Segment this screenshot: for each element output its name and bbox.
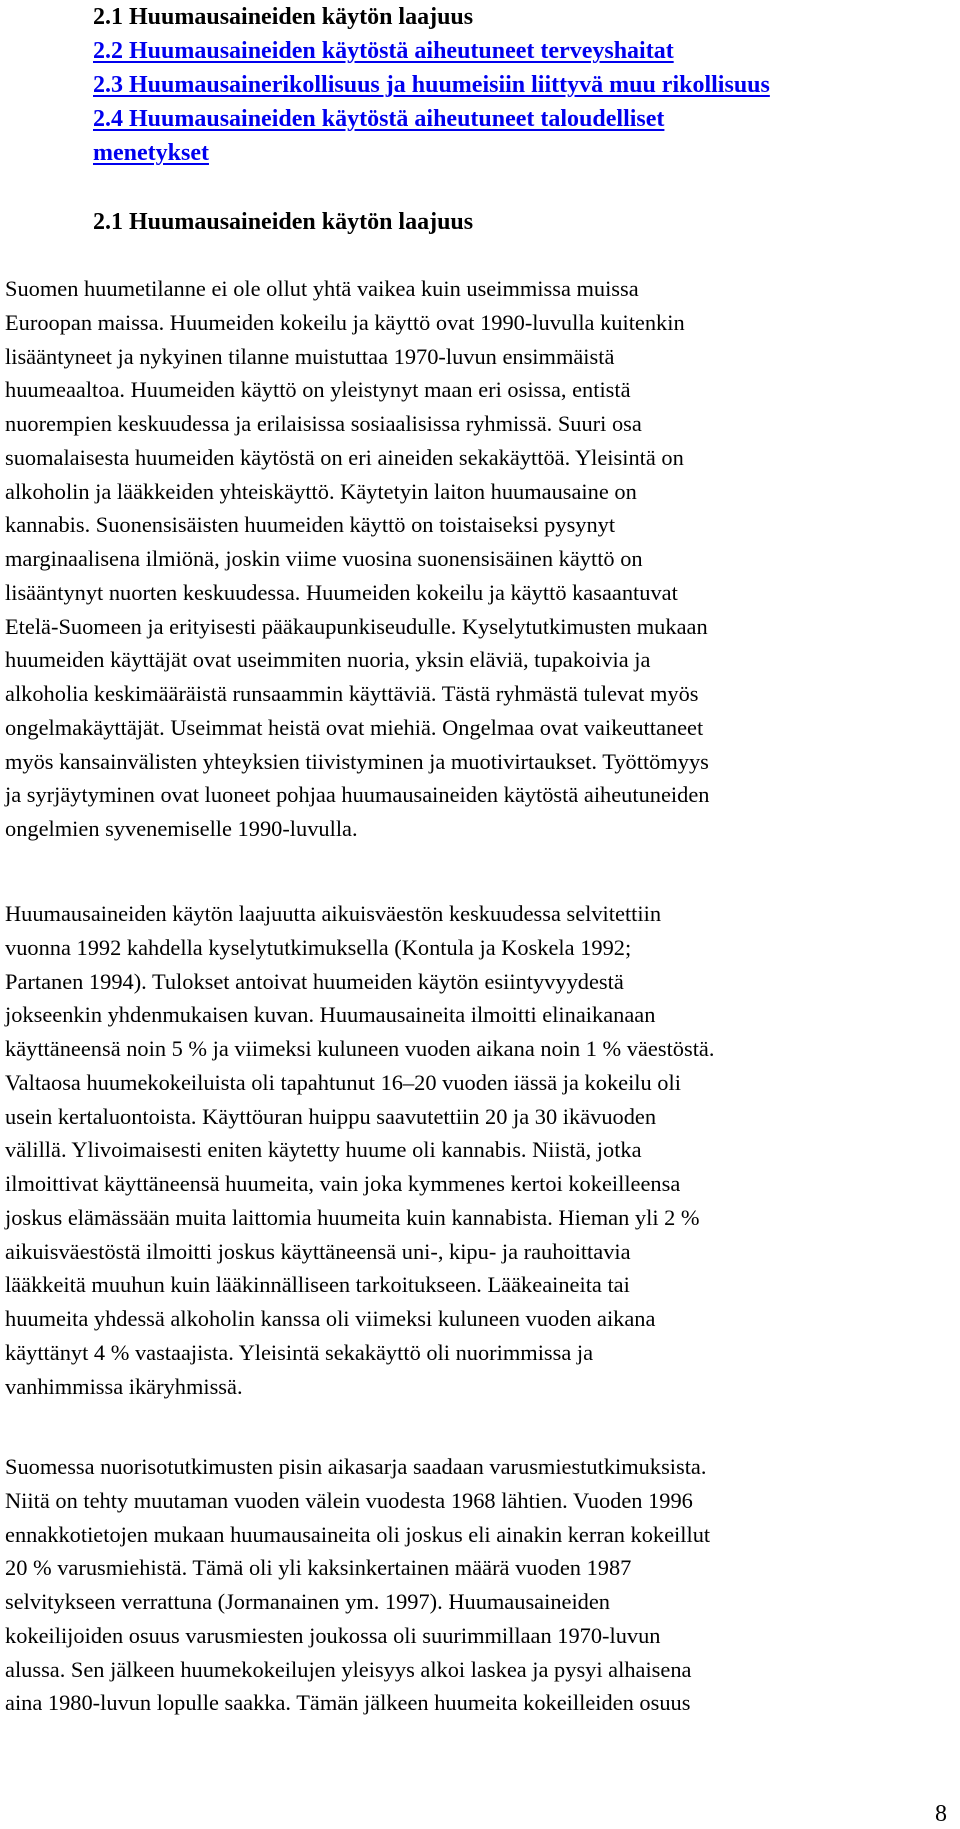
text-line: alkoholin ja lääkkeiden yhteiskäyttö. Käytetyin laiton huumausaine on xyxy=(5,478,637,504)
text-line: jokseenkin yhdenmukaisen kuvan. Huumausaineita ilmoitti elinaikanaan xyxy=(5,1002,656,1028)
text-line: suomalaisesta huumeiden käytöstä on eri aineiden sekakäyttöä. Yleisintä on xyxy=(5,444,684,470)
text-line: marginaalisena ilmiönä, joskin viime vuosina suonensisäinen käyttö on xyxy=(5,546,643,571)
text-line: Huumausaineiden käytön laajuutta aikuisväestön keskuudessa selvitettiin xyxy=(5,901,662,926)
text-line: ongelmien syvenemiselle 1990-luvulla. xyxy=(5,816,358,841)
text-line: joskus elämässään muita laittomia huumeita kuin kannabista. Hieman yli 2 % xyxy=(5,1204,700,1230)
toc-link-drug-crime[interactable]: 2.3 Huumausainerikollisuus ja huumeisiin liittyvä muu rikollisuus xyxy=(93,72,770,98)
text-line: Valtaosa huumekokeiluista oli tapahtunut 16–20 vuoden iässä ja kokeilu oli xyxy=(5,1069,681,1095)
body-paragraph-1 xyxy=(5,272,960,846)
text-line: vanhimmissa ikäryhmissä. xyxy=(5,1373,243,1399)
text-line: usein kertaluontoista. Käyttöuran huippu saavutettiin 20 ja 30 ikävuoden xyxy=(5,1103,657,1129)
text-line: huumeita yhdessä alkoholin kanssa oli viimeksi kuluneen vuoden aikana xyxy=(5,1306,656,1331)
text-line: myös kansainvälisten yhteyksien tiivistyminen ja muotivirtaukset. Työttömyys xyxy=(5,748,709,774)
text-line: käyttäneensä noin 5 % ja viimeksi kuluneen vuoden aikana noin 1 % väestöstä. xyxy=(5,1036,715,1061)
text-line: Etelä-Suomeen ja erityisesti pääkaupunkiseudulle. Kyselytutkimusten mukaan xyxy=(5,613,708,639)
text-line: lääkkeitä muuhun kuin lääkinnälliseen tarkoitukseen. Lääkeaineita tai xyxy=(5,1272,630,1298)
text-line: ongelmakäyttäjät. Useimmat heistä ovat miehiä. Ongelmaa ovat vaikeuttaneet xyxy=(5,714,704,740)
toc-item-current: 2.1 Huumausaineiden käytön laajuus xyxy=(93,4,474,30)
text-line: lisääntyneet ja nykyinen tilanne muistuttaa 1970-luvun ensimmäistä xyxy=(5,343,615,369)
text-line: kannabis. Suonensisäisten huumeiden käyttö on toistaiseksi pysynyt xyxy=(5,512,616,538)
text-line: ja syrjäytyminen ovat luoneet pohjaa huumausaineiden käytöstä aiheutuneiden xyxy=(5,782,710,808)
text-line: ennakkotietojen mukaan huumausaineita oli joskus eli ainakin kerran kokeillut xyxy=(5,1521,711,1547)
text-line: käyttänyt 4 % vastaajista. Yleisintä sekakäyttö oli nuorimmissa ja xyxy=(5,1339,594,1365)
text-line: huumeaaltoa. Huumeiden käyttö on yleistynyt maan eri osissa, entistä xyxy=(5,377,631,403)
text-line: huumeiden käyttäjät ovat useimmiten nuoria, yksin eläviä, tupakoivia ja xyxy=(5,647,651,673)
text-line: Partanen 1994). Tulokset antoivat huumeiden käytön esiintyvyydestä xyxy=(5,968,624,994)
text-line: aikuisväestöstä ilmoitti joskus käyttäneensä uni-, kipu- ja rauhoittavia xyxy=(5,1238,631,1264)
text-line: Niitä on tehty muutaman vuoden välein vuodesta 1968 lähtien. Vuoden 1996 xyxy=(5,1487,693,1513)
text-line: Euroopan maissa. Huumeiden kokeilu ja käyttö ovat 1990-luvulla kuitenkin xyxy=(5,309,685,335)
body-paragraph-2 xyxy=(5,897,960,1403)
text-line: nuorempien keskuudessa ja erilaisissa sosiaalisissa ryhmissä. Suuri osa xyxy=(5,411,642,436)
body-paragraph-3 xyxy=(5,1450,960,1720)
toc-link-health-hazards[interactable]: 2.2 Huumausaineiden käytöstä aiheutuneet terveyshaitat xyxy=(93,38,674,64)
text-line: lisääntynyt nuorten keskuudessa. Huumeiden kokeilu ja käyttö kasaantuvat xyxy=(5,579,678,605)
page-number: 8 xyxy=(935,1801,947,1827)
text-line: kokeilijoiden osuus varusmiesten joukossa oli suurimmillaan 1970-luvun xyxy=(5,1622,661,1648)
text-line: välillä. Ylivoimaisesti eniten käytetty huume oli kannabis. Niistä, jotka xyxy=(5,1137,642,1163)
text-line: vuonna 1992 kahdella kyselytutkimuksella (Kontula ja Koskela 1992; xyxy=(5,934,632,960)
toc-link-economic-losses-cont[interactable]: menetykset xyxy=(93,140,209,166)
text-line: selvitykseen verrattuna (Jormanainen ym. 1997). Huumausaineiden xyxy=(5,1589,610,1614)
section-heading: 2.1 Huumausaineiden käytön laajuus xyxy=(93,209,474,235)
text-line: 20 % varusmiehistä. Tämä oli yli kaksinkertainen määrä vuoden 1987 xyxy=(5,1555,632,1581)
text-line: alussa. Sen jälkeen huumekokeilujen yleisyys alkoi laskea ja pysyi alhaisena xyxy=(5,1656,692,1682)
text-line: aina 1980-luvun lopulle saakka. Tämän jälkeen huumeita kokeilleiden osuus xyxy=(5,1690,691,1716)
text-line: alkoholia keskimääräistä runsaammin käyttäviä. Tästä ryhmästä tulevat myös xyxy=(5,681,699,706)
text-line: Suomessa nuorisotutkimusten pisin aikasarja saadaan varusmiestutkimuksista. xyxy=(5,1454,707,1479)
table-of-contents xyxy=(93,0,953,170)
toc-link-economic-losses[interactable]: 2.4 Huumausaineiden käytöstä aiheutuneet taloudelliset xyxy=(93,106,665,132)
text-line: ilmoittivat käyttäneensä huumeita, vain joka kymmenes kertoi kokeilleensa xyxy=(5,1171,681,1196)
text-line: Suomen huumetilanne ei ole ollut yhtä vaikea kuin useimmissa muissa xyxy=(5,276,639,301)
